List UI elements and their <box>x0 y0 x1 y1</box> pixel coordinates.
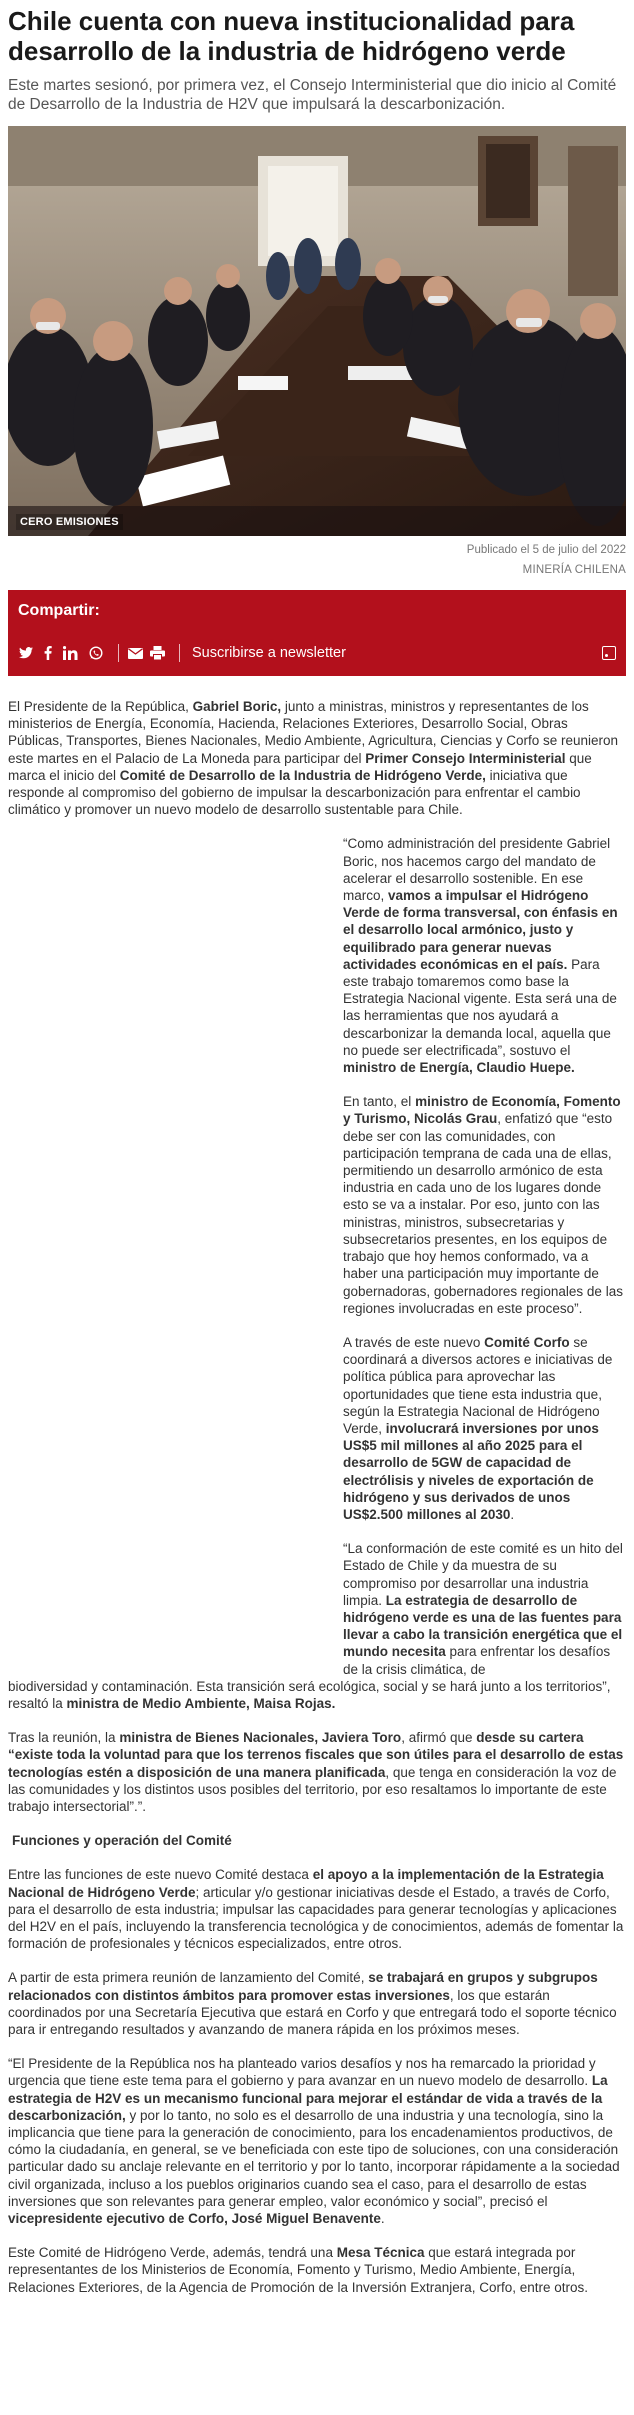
text-run: . <box>380 2211 385 2227</box>
paragraph-corfo-committee <box>343 1334 626 1523</box>
text-run: que estará integrada por representantes de los Ministerios de Economía, Fomento y Turismo, Medio Ambiente, Energía, Relaciones Exteriores, de la Agencia de Promoción de la Inversión Extranjera, Corfo, entre otros. <box>8 2245 589 2295</box>
text-run: se coordinará a diversos actores e iniciativas de política pública para aprovechar las oportunidades que tiene esta industria que, según la Estrategia Nacional de Hidrógeno Verde, <box>343 1334 613 1436</box>
twitter-icon[interactable] <box>18 645 34 661</box>
quote-column <box>343 835 626 1677</box>
bold-text: vicepresidente ejecutivo de Corfo, José Miguel Benavente <box>8 2211 381 2227</box>
share-bar <box>8 590 626 676</box>
text-run: Entre las funciones de este nuevo Comité destaca <box>8 1867 313 1883</box>
text-run: . <box>510 1506 515 1522</box>
article-photo <box>8 126 626 536</box>
bold-text: Primer Consejo Interministerial <box>365 750 566 766</box>
text-run: junto a ministras, ministros y representantes de los ministerios de Energía, Economía, Hacienda, Relaciones Exteriores, Desarrollo Social, Obras Públicas, Transportes, Bienes Nacionales, Medio Ambiente, Agricultura, Ciencias y Corfo se reunieron este martes en el Palacio de La Moneda para participar del <box>8 699 619 766</box>
quote-energy-minister <box>343 835 626 1076</box>
share-title: Compartir: <box>18 602 100 619</box>
facebook-icon[interactable] <box>40 645 56 661</box>
bold-text: La estrategia de desarrollo de hidrógeno verde es una de las fuentes para llevar a cabo la transición energética que el mundo necesita <box>343 1592 623 1660</box>
text-run: “La conformación de este comité es un hito del Estado de Chile y da muestra de su compromiso por desarrollar una industria limpia. <box>343 1541 623 1608</box>
text-run: A partir de esta primera reunión de lanzamiento del Comité, <box>8 1970 369 1986</box>
print-icon[interactable] <box>149 645 165 661</box>
section-title: Funciones y operación del Comité <box>12 1833 232 1849</box>
share-separator <box>179 644 180 662</box>
quote-corfo-vp <box>8 2055 626 2227</box>
quote-environment-minister <box>343 1540 626 1678</box>
bold-text: La estrategia de H2V es un mecanismo funcional para mejorar el estándar de vida a través de la descarbonización, <box>8 2073 608 2123</box>
text-run: “Como administración del presidente Gabriel Boric, nos hacemos cargo del mandato de acelerar el desarrollo sostenible. En ese marco, <box>343 836 611 904</box>
bold-text: Mesa Técnica <box>336 2245 425 2261</box>
linkedin-icon[interactable] <box>62 645 82 661</box>
bold-text: vamos a impulsar el Hidrógeno Verde de forma transversal, con énfasis en el desarrollo local armónico, justo y equilibrado para generar nuevas actividades económicas en el país. <box>343 888 618 972</box>
text-run: , los que estarán coordinados por una Secretaría Ejecutiva que estará en Corfo y que entregará todo el soporte técnico para ir entregando resultados y avanzando de manera rápida en los próximos meses. <box>8 1987 617 2038</box>
text-run: iniciativa que responde al compromiso del gobierno de impulsar la descarbonización para enfrentar el cambio climático y promover un nuevo modelo de desarrollo sustentable para Chile. <box>8 767 581 818</box>
text-run: Este Comité de Hidrógeno Verde, además, tendrá una <box>8 2245 337 2261</box>
text-run: y por lo tanto, no solo es el desarrollo de una industria y una tecnología, sino la implicancia que tiene para la generación de conocimiento, para los encadenamientos productivos, de cómo la ciudadanía, en general, se ve beneficiada con este tipo de soluciones, con una consideración particular dado su anclaje relevante en el territorio y por lo tanto, incorporar rápidamente a la sociedad civil organizada, incluso a los pueblos originarios cuando sea el caso, para el desarrollo de estas inversiones que son relevantes para generar empleo, valor económico y social”, precisó el <box>8 2107 620 2209</box>
quote-environment-minister-tail <box>8 1678 626 1712</box>
paragraph-working-groups <box>8 1969 626 2038</box>
text-run: Tras la reunión, la <box>8 1730 120 1746</box>
text-run: biodiversidad y contaminación. Esta transición será ecológica, social y se hará junto a los territorios”, resaltó la <box>8 1678 611 1711</box>
paragraph-intro <box>8 698 626 818</box>
text-run: , afirmó que <box>401 1730 477 1746</box>
text-run: ; articular y/o gestionar iniciativas desde el Estado, a través de Corfo, para el desarrollo de esta industria; impulsar las capacidades para generar tecnologías y aplicaciones del H2V en el país, incluyendo la transferencia tecnológica y de conocimientos, además de fomentar la formación de profesionales y técnicos especializados, entre otros. <box>8 1884 624 1952</box>
bold-text: el apoyo a la implementación de la Estrategia Nacional de Hidrógeno Verde <box>8 1867 604 1900</box>
bold-text: ministro de Energía, Claudio Huepe. <box>343 1060 575 1076</box>
text-run: , que tenga en consideración la voz de las comunidades y los distintos usos posibles del territorio, por eso resaltamos lo importante de este trabajo intersectorial”.”. <box>8 1764 617 1814</box>
article-body <box>8 698 626 2296</box>
bold-text: ministra de Bienes Nacionales, Javiera Toro <box>119 1730 402 1746</box>
text-run: para enfrentar los desafíos de la crisis climática, de <box>343 1644 611 1677</box>
bold-text: Comité Corfo <box>484 1334 570 1350</box>
bold-text: desde su cartera “existe toda la voluntad para que los terrenos fiscales que son útiles para el desarrollo de estas tecnologías estén a disposición de una manera planificada <box>8 1730 624 1780</box>
bold-text: Gabriel Boric, <box>192 699 282 714</box>
bold-text: se trabajará en grupos y subgrupos relacionados con distintos ámbitos para promover estas inversiones <box>8 1970 598 2003</box>
rss-icon[interactable] <box>602 646 616 660</box>
quote-economy-minister <box>343 1093 626 1317</box>
text-run: “El Presidente de la República nos ha planteado varios desafíos y nos ha remarcado la prioridad y urgencia que tiene este tema para el gobierno y para avanzar en un nuevo modelo de desarrollo. <box>8 2056 596 2089</box>
email-icon[interactable] <box>127 645 143 661</box>
text-run: A través de este nuevo <box>343 1334 485 1350</box>
text-run: que marca el inicio del <box>8 750 592 783</box>
whatsapp-icon[interactable] <box>88 645 104 661</box>
bold-text: ministro de Economía, Fomento y Turismo, Nicolás Grau <box>343 1094 621 1127</box>
paragraph-technical-table <box>8 2244 626 2296</box>
text-run: En tanto, el <box>343 1094 416 1110</box>
paragraph-functions <box>8 1866 626 1952</box>
article-lead: Este martes sesionó, por primera vez, el Consejo Interministerial que dio inicio al Comité de Desarrollo de la Industria de H2V que impulsará la descarbonización. <box>8 77 617 113</box>
text-run: , enfatizó que “esto debe ser con las comunidades, con participación temprana de cada una de ellas, permitiendo un desarrollo armónico de esta industria en cada uno de los lugares donde esto se va a instalar. Por eso, junto con las ministras, ministros, subsecretarias y subsecretarios presentes, en los equipos de trabajo que hoy hemos conformado, va a haber una participación muy importante de gobernadoras, gobernadores regionales de las regiones involucradas en este proceso”. <box>343 1111 623 1316</box>
newsletter-link[interactable]: Suscribirse a newsletter <box>192 645 346 661</box>
bold-text: involucrará inversiones por unos US$5 mil millones al año 2025 para el desarrollo de 5GW de capacidad de electrólisis y niveles de exportación de hidrógeno y sus derivados de unos US$2.500 millones al 2030 <box>343 1420 599 1522</box>
photo-caption-tag: CERO EMISIONES <box>16 514 123 530</box>
share-separator <box>118 644 119 662</box>
bold-text: Comité de Desarrollo de la Industria de Hidrógeno Verde, <box>119 767 486 783</box>
paragraph-national-assets <box>8 1729 626 1815</box>
share-actions <box>18 644 616 662</box>
article-title: Chile cuenta con nueva institucionalidad para desarrollo de la industria de hidrógeno verde <box>8 6 575 66</box>
bold-text: ministra de Medio Ambiente, Maisa Rojas. <box>66 1695 336 1711</box>
text-run: El Presidente de la República, <box>8 699 193 714</box>
text-run: Para este trabajo tomaremos como base la Estrategia Nacional vigente. Esta será una de las herramientas que nos ayudará a descarbonizar la demanda local, aquella que no puede ser electrificada”, sostuvo el <box>343 956 617 1058</box>
article-source: MINERÍA CHILENA <box>522 564 626 576</box>
publish-date: Publicado el 5 de julio del 2022 <box>466 544 626 556</box>
meeting-photo-illustration <box>8 126 626 536</box>
